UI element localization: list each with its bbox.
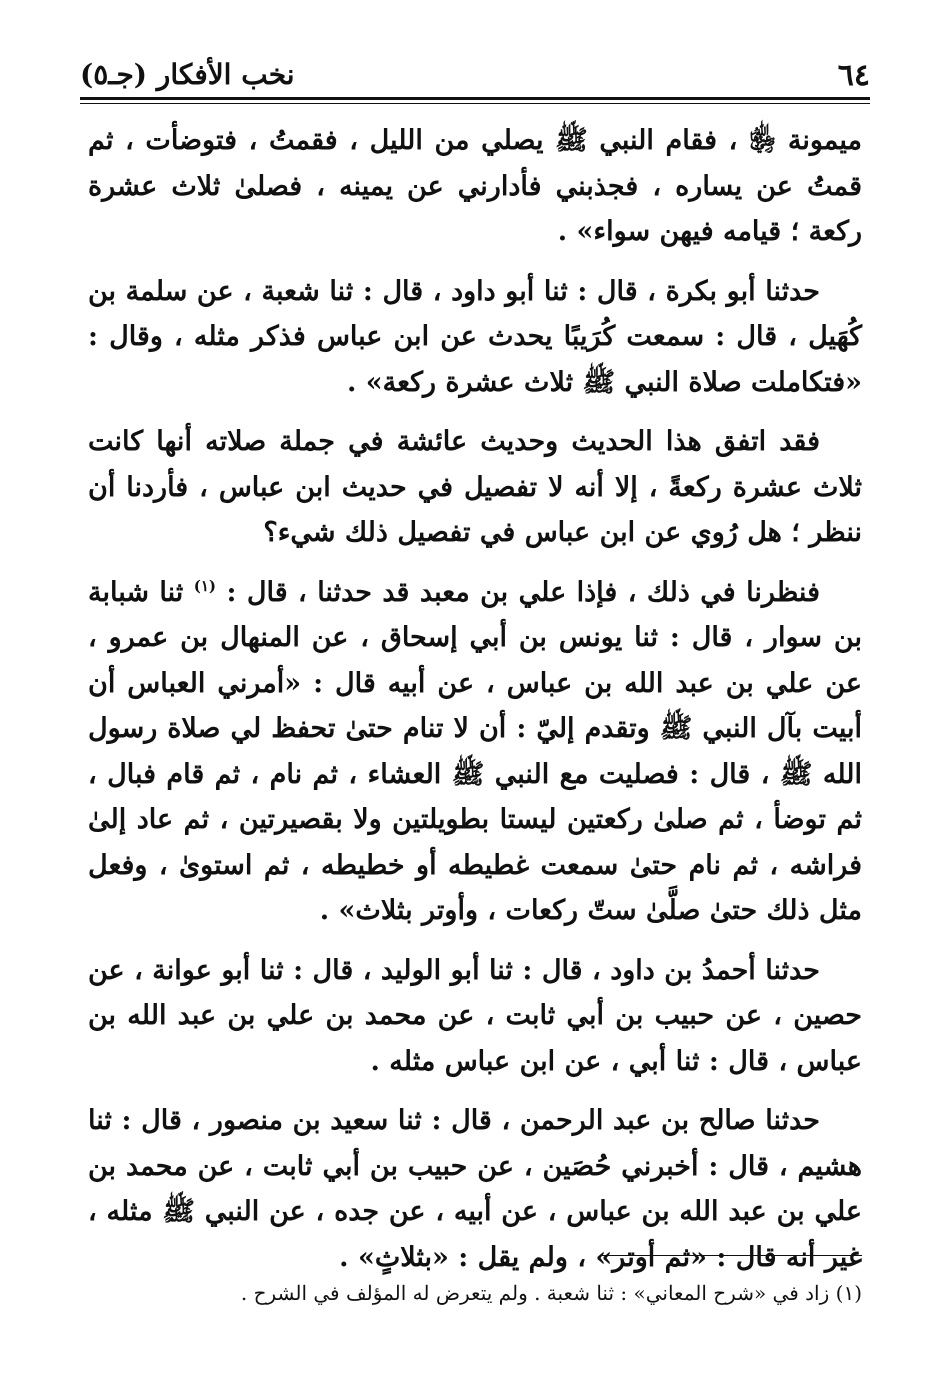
paragraph-3: فقد اتفق هذا الحديث وحديث عائشة في جملة صلاته أنها كانت ثلاث عشرة ركعةً ، إلا أنه لا تفصيل في حديث ابن عباس ، فأردنا أن ننظر ؛ هل رُوي عن ابن عباس في تفصيل ذلك شيء؟ bbox=[88, 426, 862, 548]
paragraph-1: ميمونة ﵂ ، فقام النبي ﷺ يصلي من الليل ، فقمتُ ، فتوضأت ، ثم قمتُ عن يساره ، فجذبني فأدارني عن يمينه ، فصلىٰ ثلاث عشرة ركعة ؛ قيامه فيهن سواء» . bbox=[88, 125, 862, 247]
page-header bbox=[80, 52, 870, 98]
paragraph-4-rest: ثنا شبابة بن سوار ، قال : ثنا يونس بن أبي إسحاق ، عن المنهال بن عمرو ، عن علي بن عبد الله بن عباس ، عن أبيه قال : «أمرني العباس أن أبيت بآل النبي ﷺ وتقدم إليّ : أن لا تنام حتىٰ تحفظ لي صلاة رسول الله ﷺ ، قال : فصليت مع النبي ﷺ العشاء ، ثم نام ، ثم قام فبال ، ثم توضأ ، ثم صلىٰ ركعتين ليستا بطويلتين ولا بقصيرتين ، ثم عاد إلىٰ فراشه ، ثم نام حتىٰ سمعت غطيطه أو خطيطه ، ثم استوىٰ ، وفعل مثل ذلك حتىٰ صلَّىٰ ستّ ركعات ، وأوتر بثلاث» . bbox=[88, 576, 862, 926]
footnote: (١) زاد في «شرح المعاني» : ثنا شعبة . ولم يتعرض له المؤلف في الشرح . bbox=[240, 1281, 862, 1305]
paragraph-6: حدثنا صالح بن عبد الرحمن ، قال : ثنا سعيد بن منصور ، قال : ثنا هشيم ، قال : أخبرني حُصَين ، عن حبيب بن أبي ثابت ، عن محمد بن علي بن عبد الله بن عباس ، عن أبيه ، عن جده ، عن النبي ﷺ مثله ، غير أنه قال : «ثم أوتر» ، ولم يقل : «بثلاثٍ» . bbox=[88, 1105, 862, 1273]
paragraph-4 bbox=[88, 570, 862, 934]
paragraph-2: حدثنا أبو بكرة ، قال : ثنا أبو داود ، قال : ثنا شعبة ، عن سلمة بن كُهَيل ، قال : سمعت كُرَيبًا يحدث عن ابن عباس فذكر مثله ، وقال : «فتكاملت صلاة النبي ﷺ ثلاث عشرة ركعة» . bbox=[88, 275, 862, 398]
running-title: نخب الأفكار (جـ٥) bbox=[80, 58, 295, 91]
header-rule-thin bbox=[80, 103, 870, 104]
main-text bbox=[88, 118, 862, 1294]
footnote-rule bbox=[602, 1255, 862, 1256]
paragraph-4-start: فنظرنا في ذلك ، فإذا علي بن معبد قد حدثنا ، قال : bbox=[216, 576, 820, 608]
paragraph-5: حدثنا أحمدُ بن داود ، قال : ثنا أبو الوليد ، قال : ثنا أبو عوانة ، عن حصين ، عن حبيب بن أبي ثابت ، عن محمد بن علي بن عبد الله بن عباس ، قال : ثنا أبي ، عن ابن عباس مثله . bbox=[88, 954, 862, 1077]
page-number: ٦٤ bbox=[837, 58, 870, 93]
footnote-reference: (١) bbox=[193, 576, 217, 595]
header-rule bbox=[80, 97, 870, 100]
